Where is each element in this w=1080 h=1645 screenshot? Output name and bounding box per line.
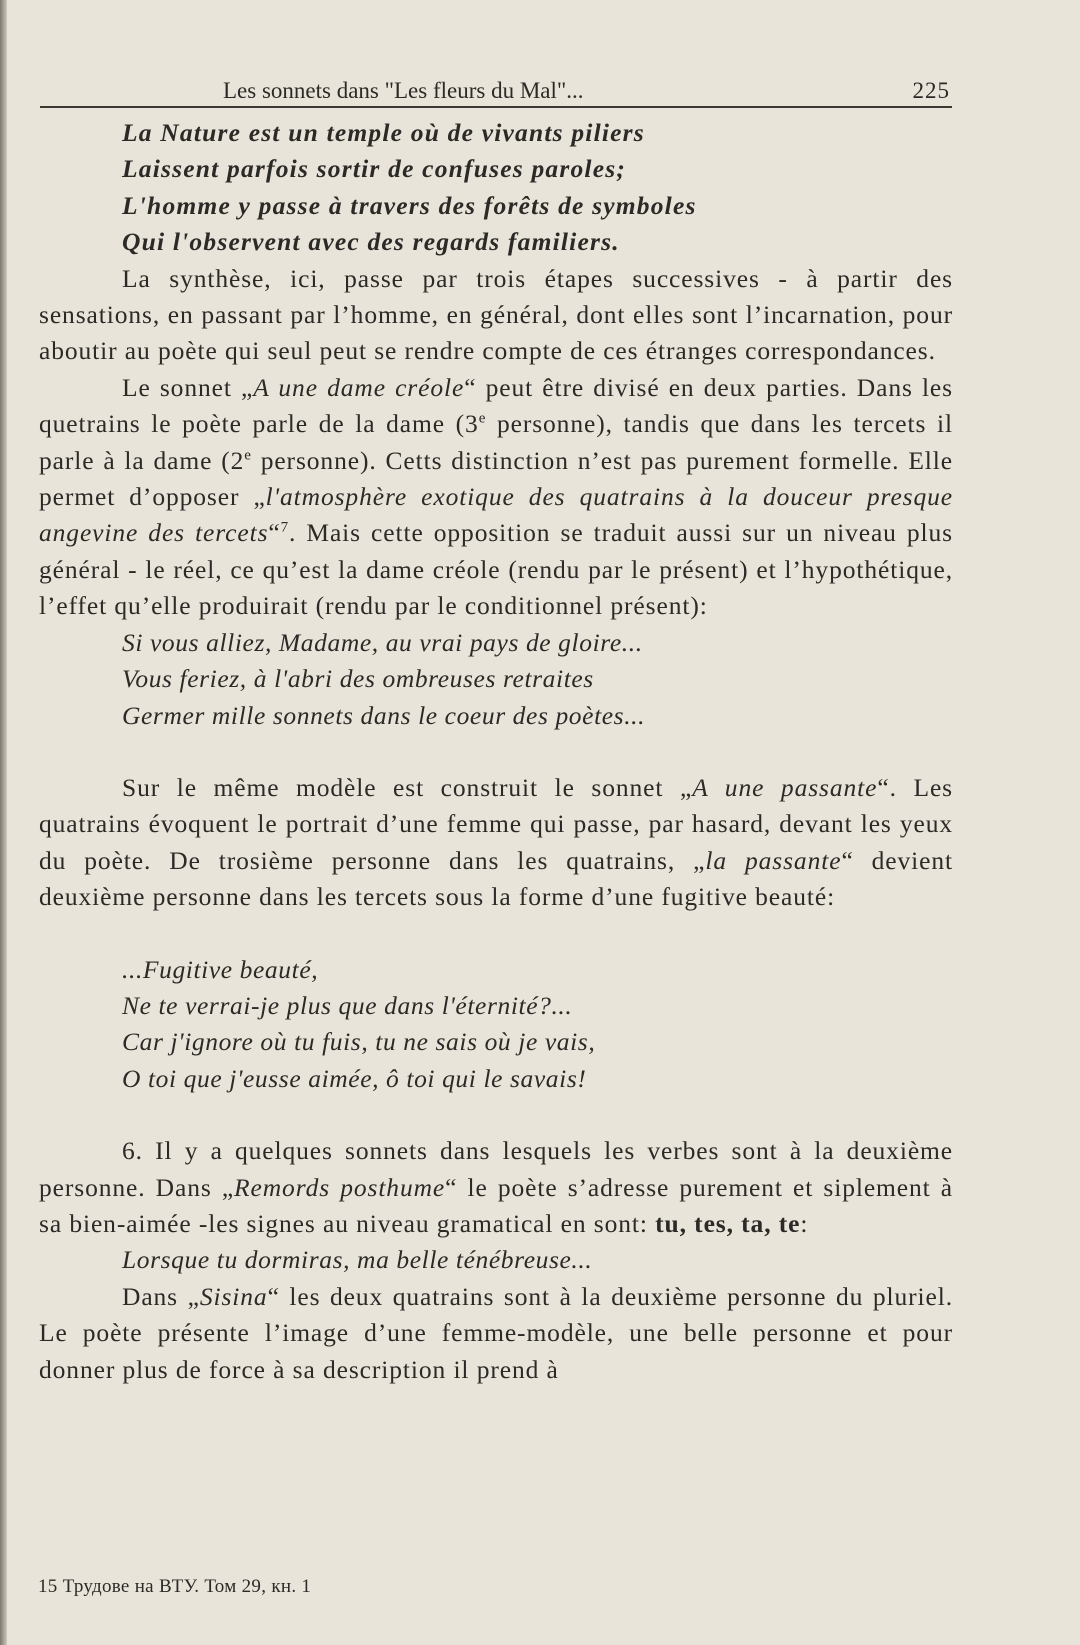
verse-quote-remords xyxy=(39,1242,953,1278)
spacer xyxy=(39,916,953,952)
text-run: Le sonnet „ xyxy=(122,372,254,402)
poem-title: Sisina xyxy=(199,1281,268,1311)
text-run: “ le poète s’adresse purement et siplement à sa bien-aimée -les signes au niveau gramatical en sont: xyxy=(39,1172,953,1238)
paragraph-synthesis: La synthèse, ici, passe par trois étapes successives - à partir des sensations, en passant par l’homme, en général, dont elles sont l’incarnation, pour aboutir au poète qui seul peut se rendre compte de ces étranges correspondances. xyxy=(39,263,953,366)
text-run: personne). Cetts distinction n’est pas purement formelle. Elle permet d’opposer „ xyxy=(39,445,953,512)
spacer xyxy=(39,734,953,770)
text-run: Dans „ xyxy=(122,1281,200,1311)
verse-line: Germer mille sonnets dans le coeur des poètes... xyxy=(122,700,646,730)
text-run: “ les deux quatrains sont à la deuxième personne du pluriel. Le poète présente l’image d’une femme-modèle, une belle personne et pour donner plus de force à sa description il prend à xyxy=(39,1281,953,1384)
text-run: “ devient deuxième personne dans les tercets sous la forme d’une fugitive beauté: xyxy=(39,845,953,912)
verse-line: Car j'ignore où tu fuis, tu ne sais où je vais, xyxy=(122,1027,596,1057)
verse-line: Vous feriez, à l'abri des ombreuses retraites xyxy=(122,664,594,694)
body-text xyxy=(39,115,953,1388)
poem-title: A une passante xyxy=(692,772,878,802)
text-run: Sur le même modèle est construit le sonnet „ xyxy=(122,772,693,802)
footnote-ref: 7 xyxy=(280,519,290,536)
verse-line: Laissent parfois sortir de confuses paroles; xyxy=(122,154,627,184)
verse-line: Qui l'observent avec des regards familiers. xyxy=(122,227,620,257)
verse-line: O toi que j'eusse aimée, ô toi qui le savais! xyxy=(122,1063,587,1093)
poem-title: A une dame créole xyxy=(253,372,465,402)
quotation: la passante xyxy=(705,845,842,875)
text-run: “ xyxy=(268,518,281,548)
page-number: 225 xyxy=(912,78,950,103)
verse-line: L'homme y passe à travers des forêts de symboles xyxy=(122,190,697,220)
paragraph-passante xyxy=(39,770,953,916)
verse-line: ...Fugitive beauté, xyxy=(122,954,319,984)
text-run: personne), tandis que dans les tercets il parle à la dame (2 xyxy=(39,409,953,475)
running-header xyxy=(40,76,952,108)
verse-quote-dame-creole xyxy=(39,625,953,734)
text-run: “ peut être divisé en deux parties. Dans les quetrains le poète parle de la dame (3 xyxy=(39,372,953,439)
running-title: Les sonnets dans "Les fleurs du Mal"... xyxy=(223,78,584,103)
text-run: : xyxy=(800,1208,809,1238)
verse-line: Ne te verrai-je plus que dans l'éternité?... xyxy=(122,990,573,1020)
superscript: e xyxy=(478,410,487,427)
text-run: “. Les quatrains évoquent le portrait d’une femme qui passe, par hasard, devant les yeux du poète. De trosième personne dans les quatrains, „ xyxy=(39,772,953,875)
signature-footer: 15 Трудове на ВТУ. Том 29, кн. 1 xyxy=(38,1576,312,1597)
text-run: . Mais cette opposition se traduit aussi sur un niveau plus général - le réel, ce qu’est la dame créole (rendu par le présent) et l’hypothétique, l’effet qu’elle produirait (rendu par le conditionnel présent): xyxy=(39,518,953,621)
verse-line: La Nature est un temple où de vivants piliers xyxy=(122,118,645,147)
text-run: 6. Il y a quelques sonnets dans lesquels les verbes sont à la deuxième personne. Dans „ xyxy=(39,1136,953,1202)
poem-title: Remords posthume xyxy=(234,1172,446,1202)
verse-line: Si vous alliez, Madame, au vrai pays de gloire... xyxy=(122,627,643,657)
verse-line: Lorsque tu dormiras, ma belle ténébreuse... xyxy=(122,1245,593,1275)
paragraph-sisina xyxy=(39,1279,953,1388)
pronoun-list: tu, tes, ta, te xyxy=(655,1208,801,1238)
superscript: e xyxy=(244,447,252,464)
binding-edge xyxy=(0,0,7,1645)
paragraph-dame-creole xyxy=(39,370,953,625)
verse-quote-passante xyxy=(39,952,953,1098)
spacer xyxy=(39,1097,953,1133)
verse-quote-correspondances xyxy=(39,115,953,261)
quotation: l'atmosphère exotique des quatrains à la douceur presque angevine des tercets xyxy=(39,482,953,548)
paragraph-second-person xyxy=(39,1133,953,1242)
